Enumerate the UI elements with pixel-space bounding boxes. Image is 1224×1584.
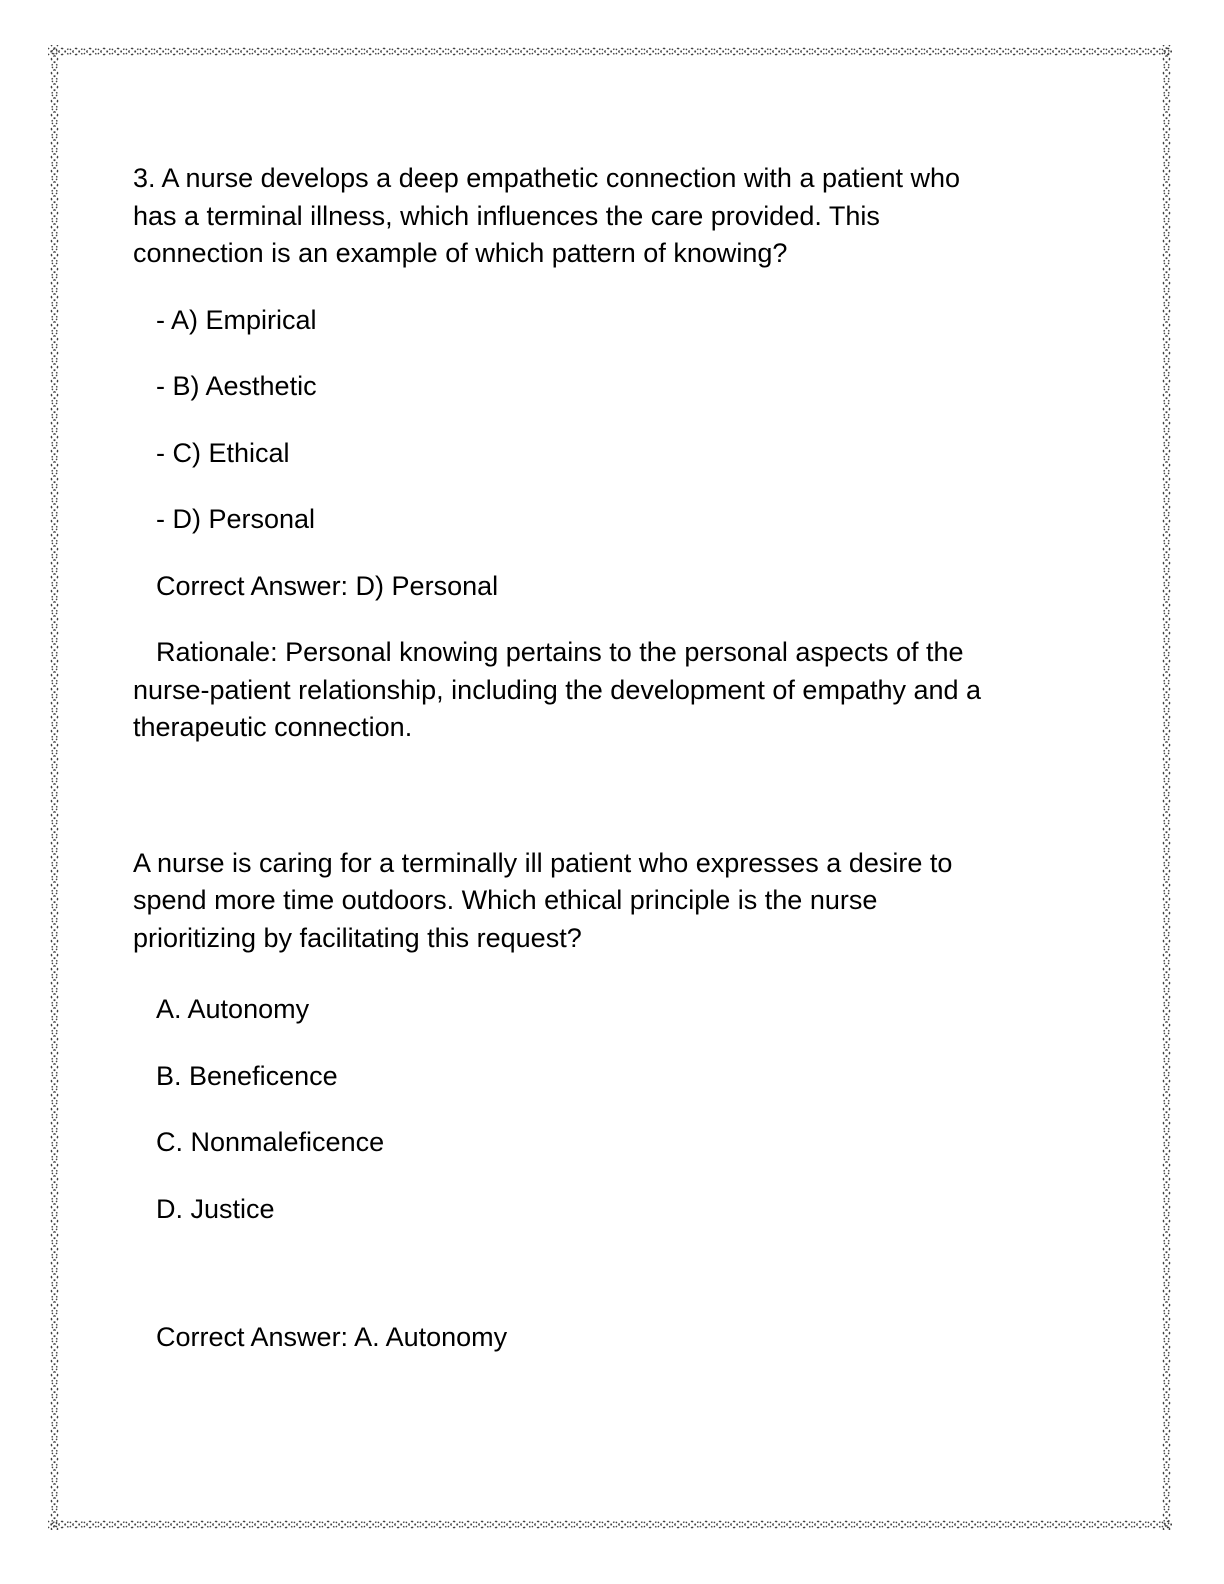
- question-3-line-1: 3. A nurse develops a deep empathetic connection with a patient who: [133, 163, 961, 193]
- question-3-rationale: [133, 634, 1053, 747]
- question-4-line-1: A nurse is caring for a terminally ill patient who expresses a desire to: [133, 847, 953, 878]
- question-4-line-3: prioritizing by facilitating this request?: [133, 922, 582, 953]
- question-3-line-3: connection is an example of which pattern of knowing?: [133, 238, 788, 268]
- question-4-correct-answer: Correct Answer: A. Autonomy: [156, 1322, 508, 1352]
- question-4-option-b: B. Beneficence: [156, 1060, 338, 1091]
- question-4-line-2: spend more time outdoors. Which ethical principle is the nurse: [133, 885, 878, 915]
- question-4-text: [133, 845, 1053, 958]
- question-4-option-c: C. Nonmaleficence: [156, 1127, 385, 1157]
- zigzag-border-left-edge: [48, 45, 60, 1530]
- question-3-option-d: - D) Personal: [156, 504, 316, 534]
- rationale-line-2: nurse-patient relationship, including the development of empathy and a: [133, 674, 982, 705]
- question-3-correct-answer: Correct Answer: D) Personal: [156, 570, 499, 601]
- question-4-option-d: D. Justice: [156, 1193, 275, 1224]
- zigzag-border-bottom-edge: [48, 1518, 1172, 1530]
- question-3-option-a: - A) Empirical: [156, 304, 317, 335]
- rationale-line-1: Rationale: Personal knowing pertains to the personal aspects of the: [156, 637, 964, 667]
- question-3-line-2: has a terminal illness, which influences the care provided. This: [133, 200, 880, 231]
- question-4-option-a: A. Autonomy: [156, 994, 310, 1024]
- question-3-option-c: - C) Ethical: [156, 437, 290, 468]
- question-3-option-b: - B) Aesthetic: [156, 371, 317, 401]
- question-3-text: [133, 160, 1053, 273]
- rationale-line-3: therapeutic connection.: [133, 712, 413, 742]
- zigzag-border-right-edge: [1160, 45, 1172, 1530]
- document-content: [133, 0, 1053, 1357]
